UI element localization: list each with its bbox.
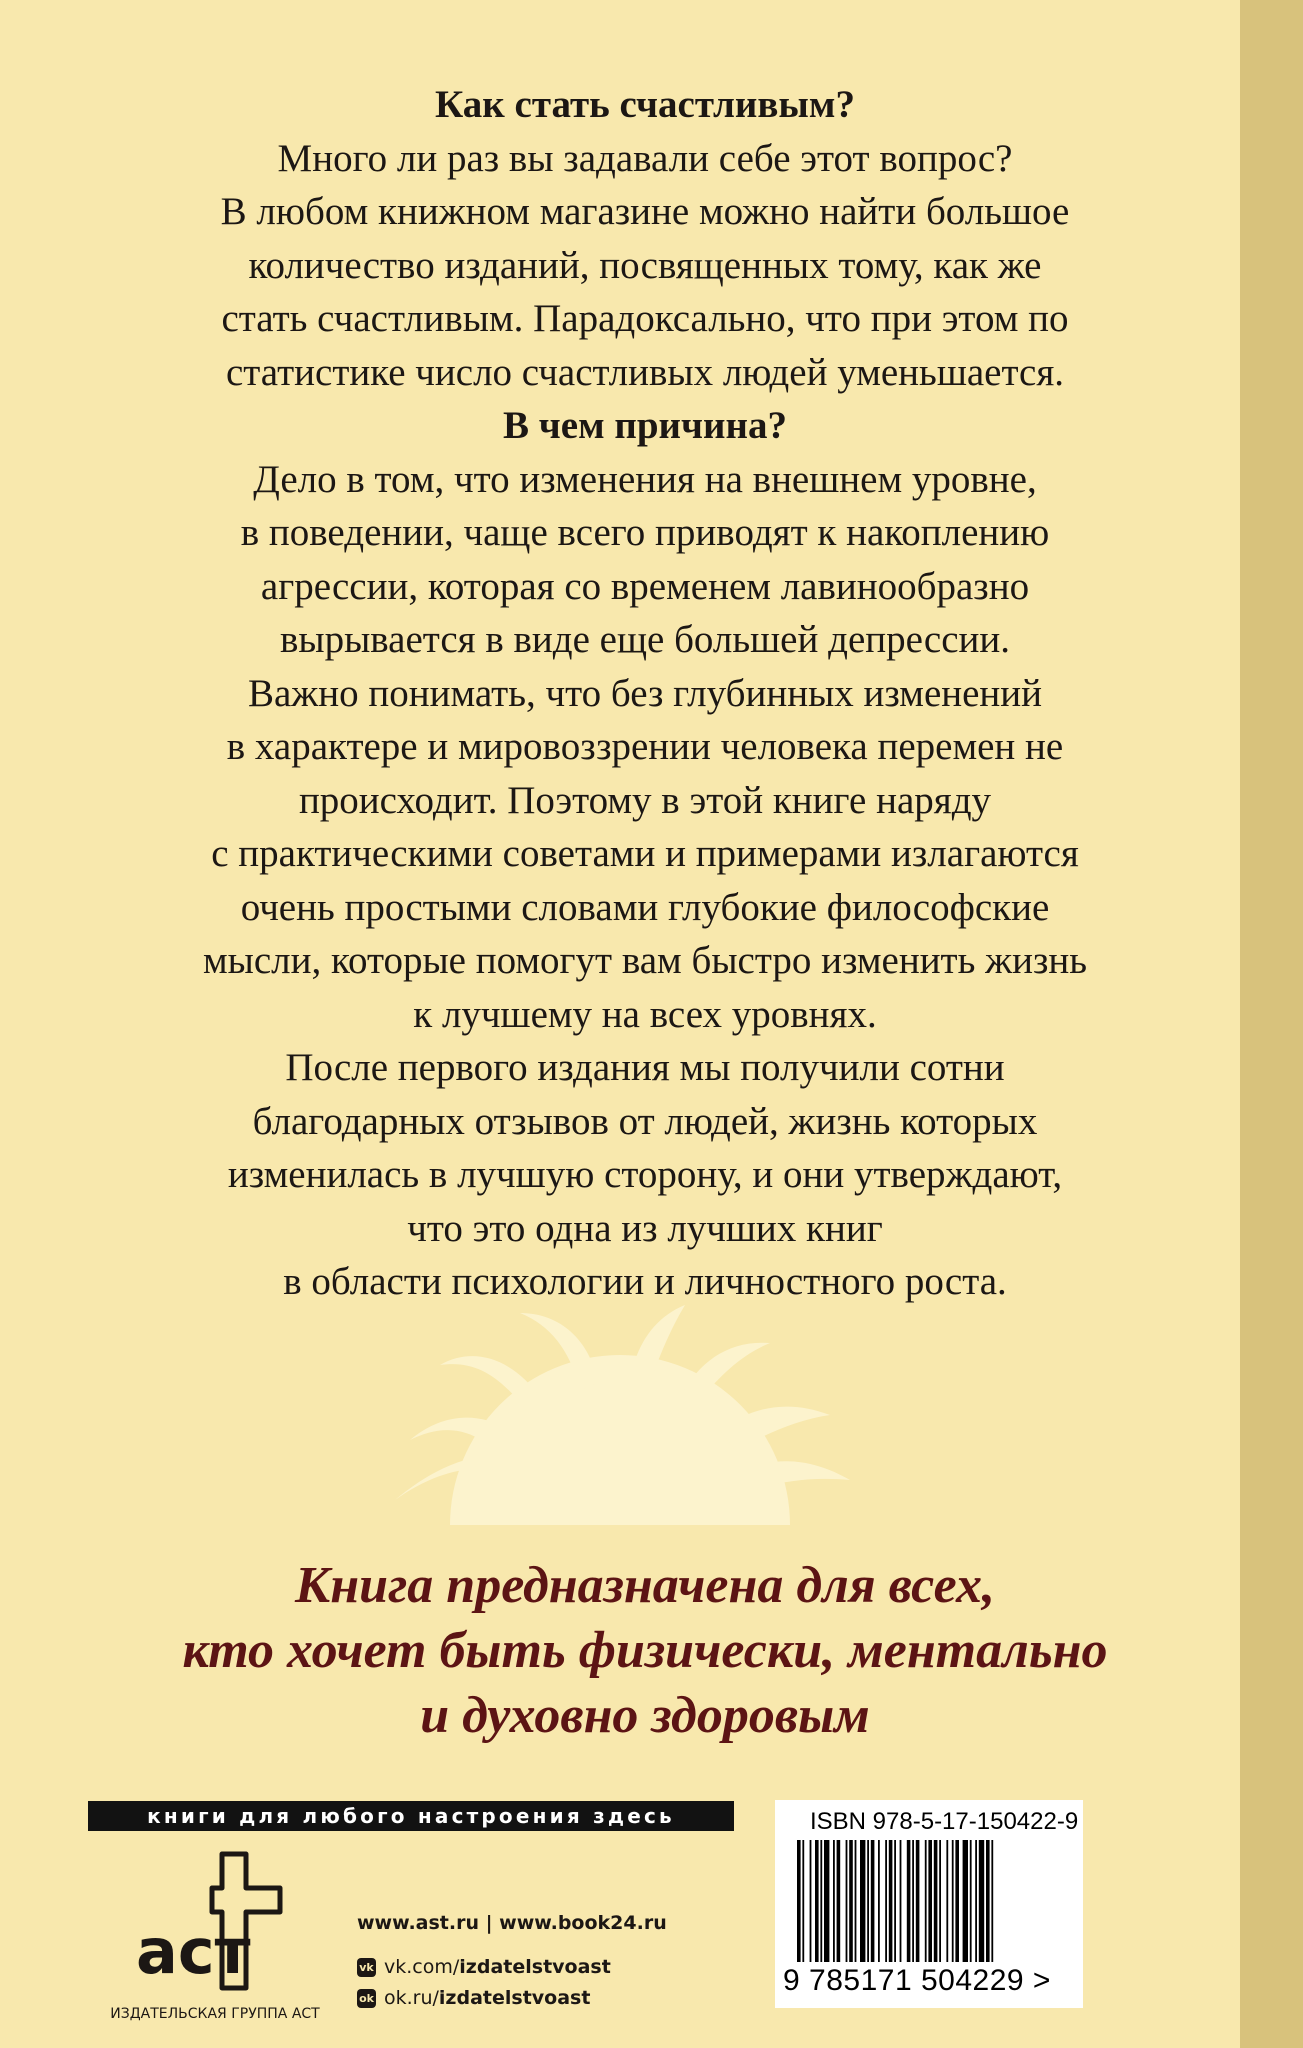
- ast-cross-logo-icon: [130, 1848, 290, 1993]
- slogan-bar: книги для любого настроения здесь: [88, 1801, 734, 1831]
- isbn-label: ISBN 978-5-17-150422-9: [810, 1808, 1079, 1835]
- blurb-text: [60, 78, 1230, 1309]
- tagline-line: кто хочет быть физически, ментально: [182, 1622, 1108, 1679]
- blurb-line: очень простыми словами глубокие философские: [240, 885, 1050, 929]
- tagline: [60, 1553, 1230, 1748]
- publisher-links: [357, 1912, 737, 2009]
- website-links[interactable]: www.ast.ru | www.book24.ru: [357, 1912, 667, 1934]
- ok-icon: ok: [357, 1989, 376, 2008]
- social-link-vk[interactable]: [357, 1956, 737, 1978]
- blurb-line: количество изданий, посвященных тому, как же: [248, 243, 1042, 287]
- tagline-line: Книга предназначена для всех,: [295, 1557, 995, 1614]
- social-link-ok[interactable]: [357, 1987, 737, 2009]
- ok-prefix: ok.ru/: [384, 1987, 439, 2009]
- blurb-line: стать счастливым. Парадоксально, что при этом по: [221, 297, 1069, 340]
- ok-handle: izdatelstvoast: [438, 1987, 591, 2009]
- blurb-line: После первого издания мы получили сотни: [285, 1046, 1005, 1089]
- blurb-line: благодарных отзывов от людей, жизнь которых: [252, 1099, 1038, 1143]
- barcode-icon: [797, 1840, 1057, 1962]
- blurb-heading: Как стать счастливым?: [435, 83, 855, 126]
- blurb-line: что это одна из лучших книг: [407, 1206, 883, 1250]
- blurb-line: Дело в том, что изменения на внешнем уровне,: [253, 457, 1037, 501]
- blurb-line: происходит. Поэтому в этой книге наряду: [298, 778, 992, 822]
- blurb-line: в поведении, чаще всего приводят к накоплению: [240, 511, 1050, 554]
- blurb-line: к лучшему на всех уровнях.: [413, 992, 877, 1036]
- barcode-panel: [775, 1800, 1083, 2008]
- blurb-line: агрессии, которая со временем лавинообразно: [260, 564, 1030, 608]
- blurb-line: статистике число счастливых людей уменьшается.: [225, 350, 1065, 394]
- blurb-line: в характере и мировоззрении человека перемен не: [226, 725, 1064, 768]
- blurb-line: в области психологии и личностного роста.: [283, 1260, 1007, 1303]
- blurb-line: изменилась в лучшую сторону, и они утверждают,: [227, 1153, 1063, 1196]
- sun-motif-icon: [380, 1305, 860, 1525]
- publisher-caption: ИЗДАТЕЛЬСКАЯ ГРУППА АСТ: [110, 2006, 320, 2022]
- blurb-line: мысли, которые помогут вам быстро изменить жизнь: [202, 939, 1088, 982]
- blurb-line: В любом книжном магазине можно найти большое: [220, 190, 1070, 233]
- spine-strip: [1240, 0, 1303, 2048]
- barcode-digits: 9 785171 504229 >: [783, 1964, 1051, 1997]
- blurb-line: Много ли раз вы задавали себе этот вопрос?: [277, 136, 1013, 180]
- tagline-line: и духовно здоровым: [420, 1687, 870, 1744]
- ast-logo-text: аст: [136, 1915, 251, 1988]
- blurb-line: вырывается в виде еще большей депрессии.: [279, 618, 1011, 661]
- blurb-line: с практическими советами и примерами излагаются: [211, 832, 1079, 875]
- blurb-line: Важно понимать, что без глубинных изменений: [247, 671, 1043, 715]
- vk-prefix: vk.com/: [384, 1956, 460, 1978]
- vk-handle: izdatelstvoast: [459, 1956, 611, 1978]
- vk-icon: vk: [357, 1958, 376, 1977]
- blurb-heading: В чем причина?: [503, 404, 787, 447]
